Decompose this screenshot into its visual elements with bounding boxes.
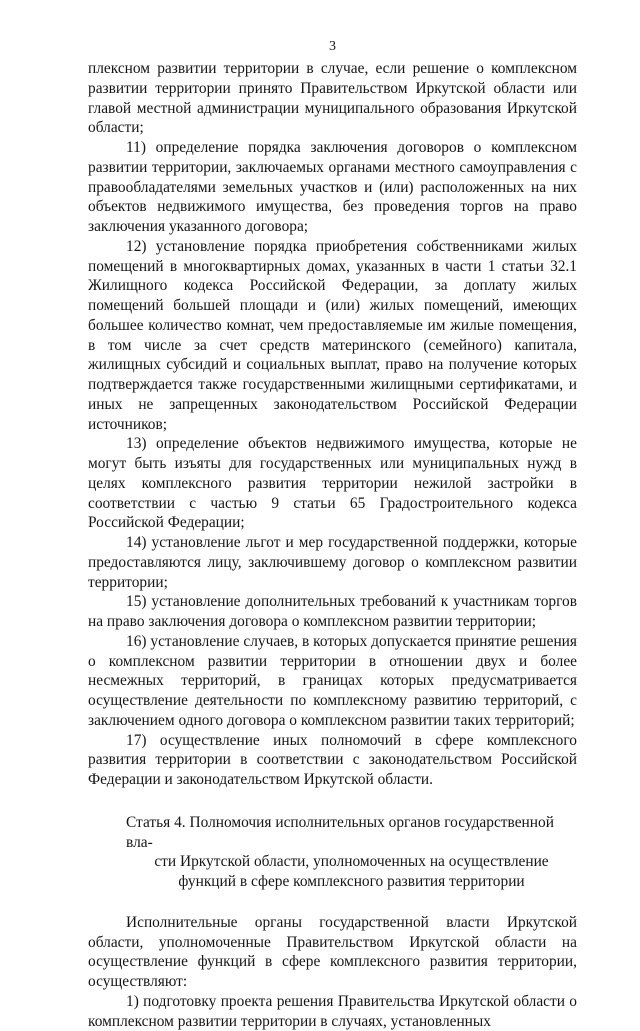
paragraph-item-13: 13) определение объектов недвижимого имущества, которые не могут быть изъяты для государственных или муниципальных нужд в целях комплексного развития территории нежилой застройки в соответствии с частью 9 статьи 65 Градостроительного кодекса Российской Федерации; xyxy=(88,435,577,532)
paragraph-item-16: 16) установление случаев, в которых допускается принятие решения о комплексном развитии территории в отношении двух и более несмежных территорий, в границах которых предусматривается осуществление деятельности по комплексному развитию территорий, с заключением одного договора о комплексном развитии таких территорий; xyxy=(88,632,577,729)
document-page xyxy=(88,38,577,1031)
paragraphs-before xyxy=(88,59,577,790)
paragraphs-after xyxy=(88,913,577,1031)
paragraph-continuation: плексном развитии территории в случае, если решение о комплексном развитии территории принято Правительством Иркутской области или главой местной администрации муниципального образования Иркутской области; xyxy=(88,60,577,137)
paragraph-article-item-1: 1) подготовку проекта решения Правительства Иркутской области о комплексном развитии территории в случаях, установленных xyxy=(88,992,577,1030)
article-heading-line-1: Статья 4. Полномочия исполнительных органов государственной вла- xyxy=(126,813,554,851)
paragraph-item-11: 11) определение порядка заключения договоров о комплексном развитии территории, заключаемых органами местного самоуправления с правообладателями земельных участков и (или) расположенных на них объектов недвижимого имущества, без проведения торгов на право заключения указанного договора; xyxy=(88,139,577,235)
page-number: 3 xyxy=(329,39,336,54)
paragraph-item-17: 17) осуществление иных полномочий в сфере комплексного развития территории в соответствии с законодательством Российской Федерации и законодательством Иркутской области. xyxy=(88,731,577,788)
article-heading xyxy=(88,813,577,892)
paragraph-article-intro: Исполнительные органы государственной власти Иркутской области, уполномоченные Правительством Иркутской области на осуществление функций в сфере комплексного развития территории, осуществляют: xyxy=(88,913,577,990)
article-heading-line-2: сти Иркутской области, уполномоченных на осуществление xyxy=(154,853,549,871)
paragraph-item-12: 12) установление порядка приобретения собственниками жилых помещений в многоквартирных домах, указанных в части 1 статьи 32.1 Жилищного кодекса Российской Федерации, за доплату жилых помещений большей площади и (или) жилых помещений, имеющих большее количество комнат, чем предоставляемые им жилые помещения, в том числе за счет средств материнского (семейного) капитала, жилищных субсидий и социальных выплат, право на получение которых подтверждается также государственными жилищными сертификатами, и иных не запрещенных законодательством Российской Федерации источников; xyxy=(88,237,577,433)
article-heading-line-3: функций в сфере комплексного развития территории xyxy=(178,873,525,890)
paragraph-item-15: 15) установление дополнительных требований к участникам торгов на право заключения договора о комплексном развитии территории; xyxy=(88,593,577,630)
paragraph-item-14: 14) установление льгот и мер государственной поддержки, которые предоставляются лицу, заключившему договор о комплексном развитии территории; xyxy=(88,534,577,591)
